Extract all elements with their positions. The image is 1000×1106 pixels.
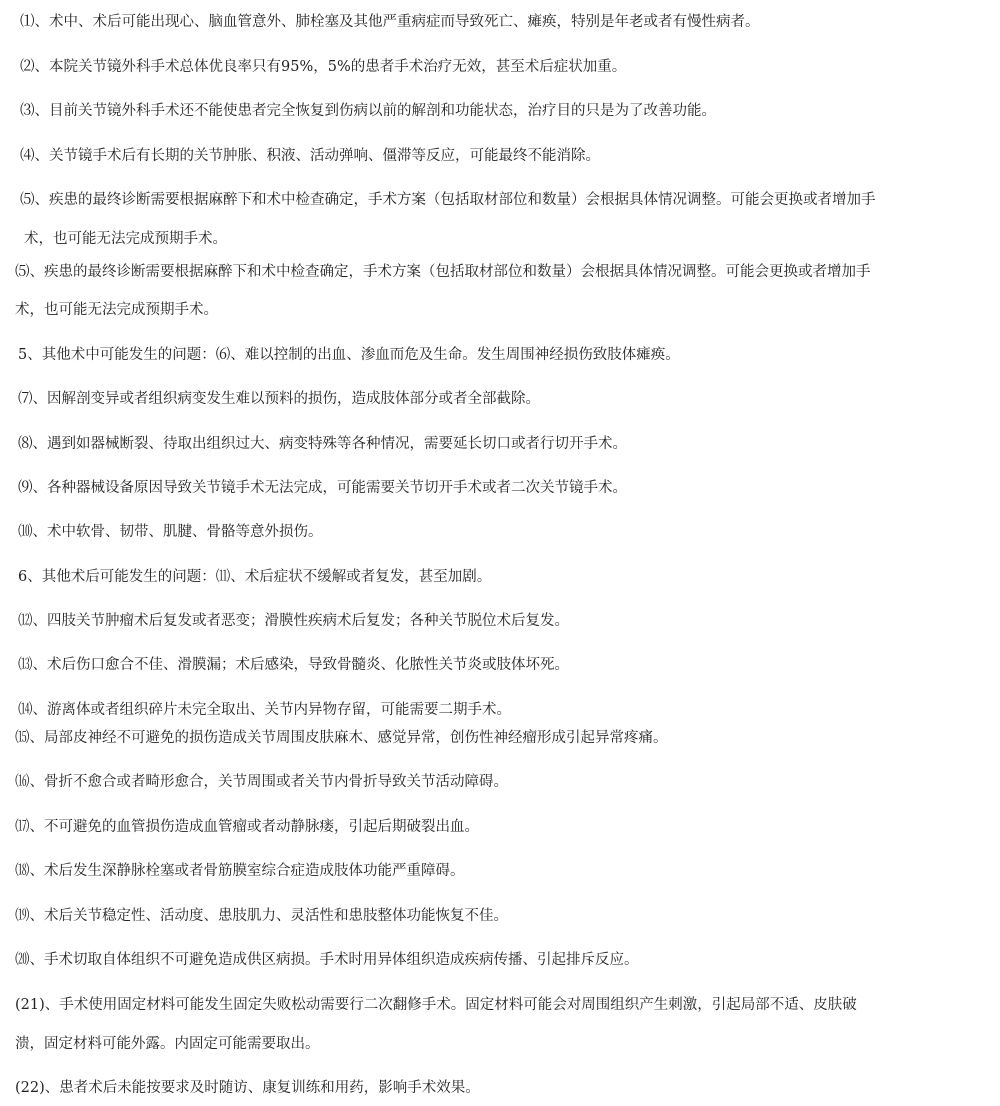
text-line: ⑼、各种器械设备原因导致关节镜手术无法完成，可能需要关节切开手术或者二次关节镜手术。 [18, 480, 627, 496]
text-line: 6、其他术后可能发生的问题：⑾、术后症状不缓解或者复发，甚至加剧。 [18, 569, 492, 585]
text-line: ⒄、不可避免的血管损伤造成血管瘤或者动静脉瘘，引起后期破裂出血。 [15, 819, 479, 835]
text-line: 5、其他术中可能发生的问题：⑹、难以控制的出血、渗血而危及生命。发生周围神经损伤致肢体瘫痪。 [18, 347, 680, 363]
text-line: ⑽、术中软骨、韧带、肌腱、骨骼等意外损伤。 [18, 524, 323, 540]
text-line: ⑶、目前关节镜外科手术还不能使患者完全恢复到伤病以前的解剖和功能状态，治疗目的只是为了改善功能。 [20, 103, 716, 119]
text-line: (21)、手术使用固定材料可能发生固定失败松动需要行二次翻修手术。固定材料可能会对周围组织产生刺激，引起局部不适、皮肤破 [15, 997, 857, 1013]
text-line: ⑺、因解剖变异或者组织病变发生难以预料的损伤，造成肢体部分或者全部截除。 [18, 391, 540, 407]
text-line: ⑻、遇到如器械断裂、待取出组织过大、病变特殊等各种情况，需要延长切口或者行切开手术。 [18, 436, 627, 452]
text-line: ⑴、术中、术后可能出现心、脑血管意外、肺栓塞及其他严重病症而导致死亡、瘫痪，特别是年老或者有慢性病者。 [20, 14, 760, 30]
text-line: ⑵、本院关节镜外科手术总体优良率只有95%，5%的患者手术治疗无效，甚至术后症状加重。 [20, 59, 627, 75]
text-line: 术，也可能无法完成预期手术。 [24, 231, 227, 247]
text-line: ⒆、术后关节稳定性、活动度、患肢肌力、灵活性和患肢整体功能恢复不佳。 [15, 908, 508, 924]
text-line: (22)、患者术后未能按要求及时随访、康复训练和用药，影响手术效果。 [15, 1080, 480, 1096]
text-line: ⑿、四肢关节肿瘤术后复发或者恶变；滑膜性疾病术后复发；各种关节脱位术后复发。 [18, 613, 569, 629]
text-line: ⒀、术后伤口愈合不佳、滑膜漏；术后感染，导致骨髓炎、化脓性关节炎或肢体坏死。 [18, 657, 569, 673]
text-line: ⒃、骨折不愈合或者畸形愈合，关节周围或者关节内骨折导致关节活动障碍。 [15, 774, 508, 790]
text-line: ⑷、关节镜手术后有长期的关节肿胀、积液、活动弹响、僵滞等反应，可能最终不能消除。 [20, 148, 600, 164]
text-line: 术，也可能无法完成预期手术。 [15, 302, 218, 318]
text-line: 溃，固定材料可能外露。内固定可能需要取出。 [15, 1036, 320, 1052]
text-line: ⑸、疾患的最终诊断需要根据麻醉下和术中检查确定，手术方案（包括取材部位和数量）会根据具体情况调整。可能会更换或者增加手 [15, 264, 871, 280]
text-line: ⒂、局部皮神经不可避免的损伤造成关节周围皮肤麻木、感觉异常，创伤性神经瘤形成引起异常疼痛。 [15, 730, 668, 746]
text-line: ⒅、术后发生深静脉栓塞或者骨筋膜室综合症造成肢体功能严重障碍。 [15, 863, 465, 879]
text-line: ⒁、游离体或者组织碎片未完全取出、关节内异物存留，可能需要二期手术。 [18, 702, 511, 718]
text-line: ⒇、手术切取自体组织不可避免造成供区病损。手术时用异体组织造成疾病传播、引起排斥反应。 [15, 952, 639, 968]
text-line: ⑸、疾患的最终诊断需要根据麻醉下和术中检查确定，手术方案（包括取材部位和数量）会根据具体情况调整。可能会更换或者增加手 [20, 192, 876, 208]
